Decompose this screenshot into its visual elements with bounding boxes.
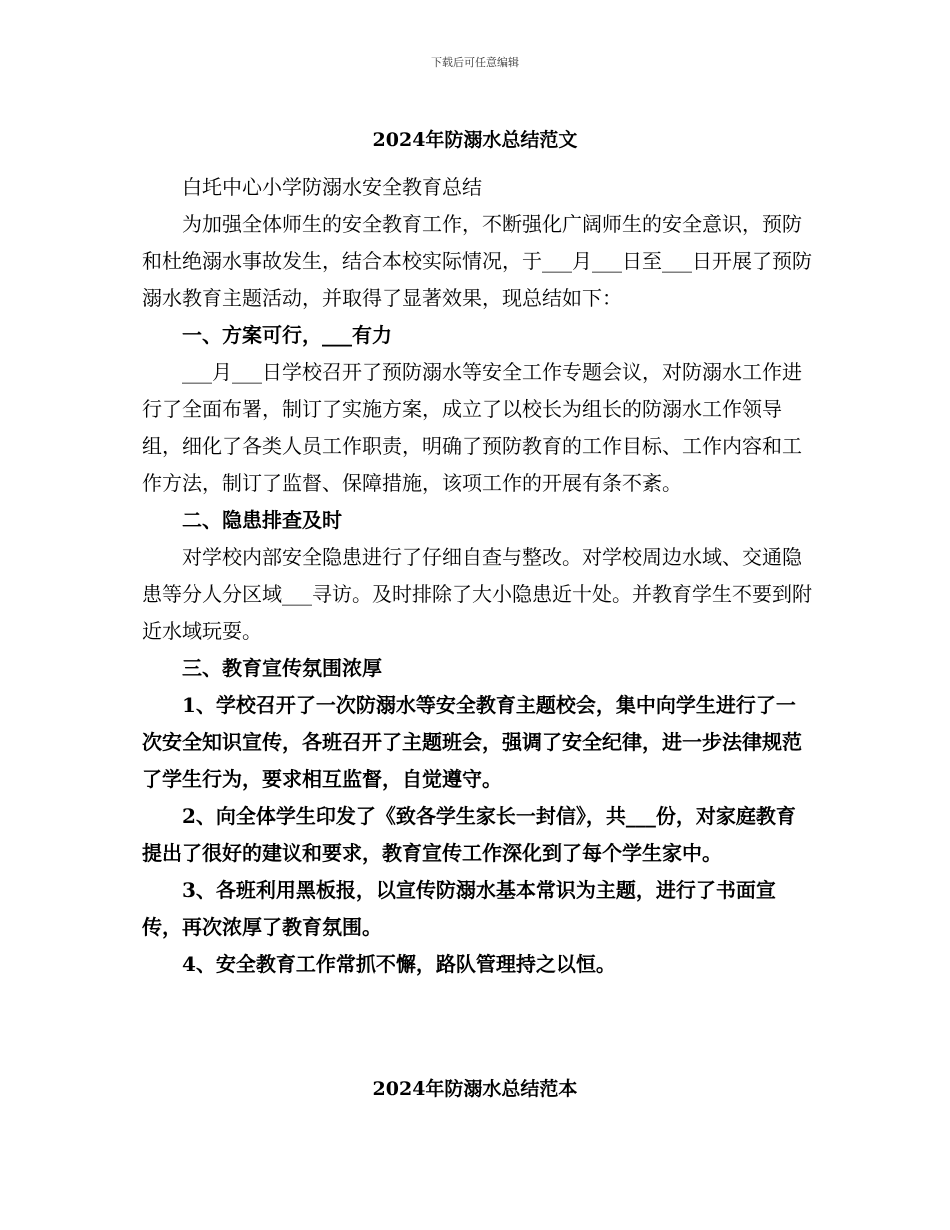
paragraph-intro: 为加强全体师生的安全教育工作，不断强化广阔师生的安全意识，预防和杜绝溺水事故发生，结合本校实际情况，于___月___日至___日开展了预防溺水教育主题活动，并取得了显著效果，现总结如下： [142,212,812,310]
document-body [142,169,812,983]
paragraph-subtitle: 白圫中心小学防溺水安全教育总结 [182,175,482,199]
paragraph-section-2: 对学校内部安全隐患进行了仔细自查与整改。对学校周边水域、交通隐患等分人分区域___寻访。及时排除了大小隐患近十处。并教育学生不要到附近水域玩耍。 [142,545,812,643]
list-item-4: 4、安全教育工作常抓不懈，路队管理持之以恒。 [182,952,616,976]
list-item-1: 1、学校召开了一次防溺水等安全教育主题校会，集中向学生进行了一次安全知识宣传，各班召开了主题班会，强调了安全纪律，进一步法律规范了学生行为，要求相互监督，自觉遵守。 [142,693,802,791]
page-header-note: 下载后可任意编辑 [431,56,519,69]
document-title: 2024年防溺水总结范文 [372,129,578,151]
section-heading-2: 二、隐患排查及时 [182,508,342,532]
paragraph-section-1: ___月___日学校召开了预防溺水等安全工作专题会议，对防溺水工作进行了全面布署，制订了实施方案，成立了以校长为组长的防溺水工作领导组，细化了各类人员工作职责，明确了预防教育的工作目标、工作内容和工作方法，制订了监督、保障措施，该项工作的开展有条不紊。 [142,360,802,495]
list-item-2: 2、向全体学生印发了《致各学生家长一封信》，共___份，对家庭教育提出了很好的建议和要求，教育宣传工作深化到了每个学生家中。 [142,804,796,865]
next-document-title: 2024年防溺水总结范本 [372,1078,578,1100]
section-heading-3: 三、教育宣传氛围浓厚 [182,656,382,680]
list-item-3: 3、各班利用黑板报，以宣传防溺水基本常识为主题，进行了书面宣传，再次浓厚了教育氛围。 [142,878,776,939]
section-heading-1: 一、方案可行，___有力 [182,323,392,347]
